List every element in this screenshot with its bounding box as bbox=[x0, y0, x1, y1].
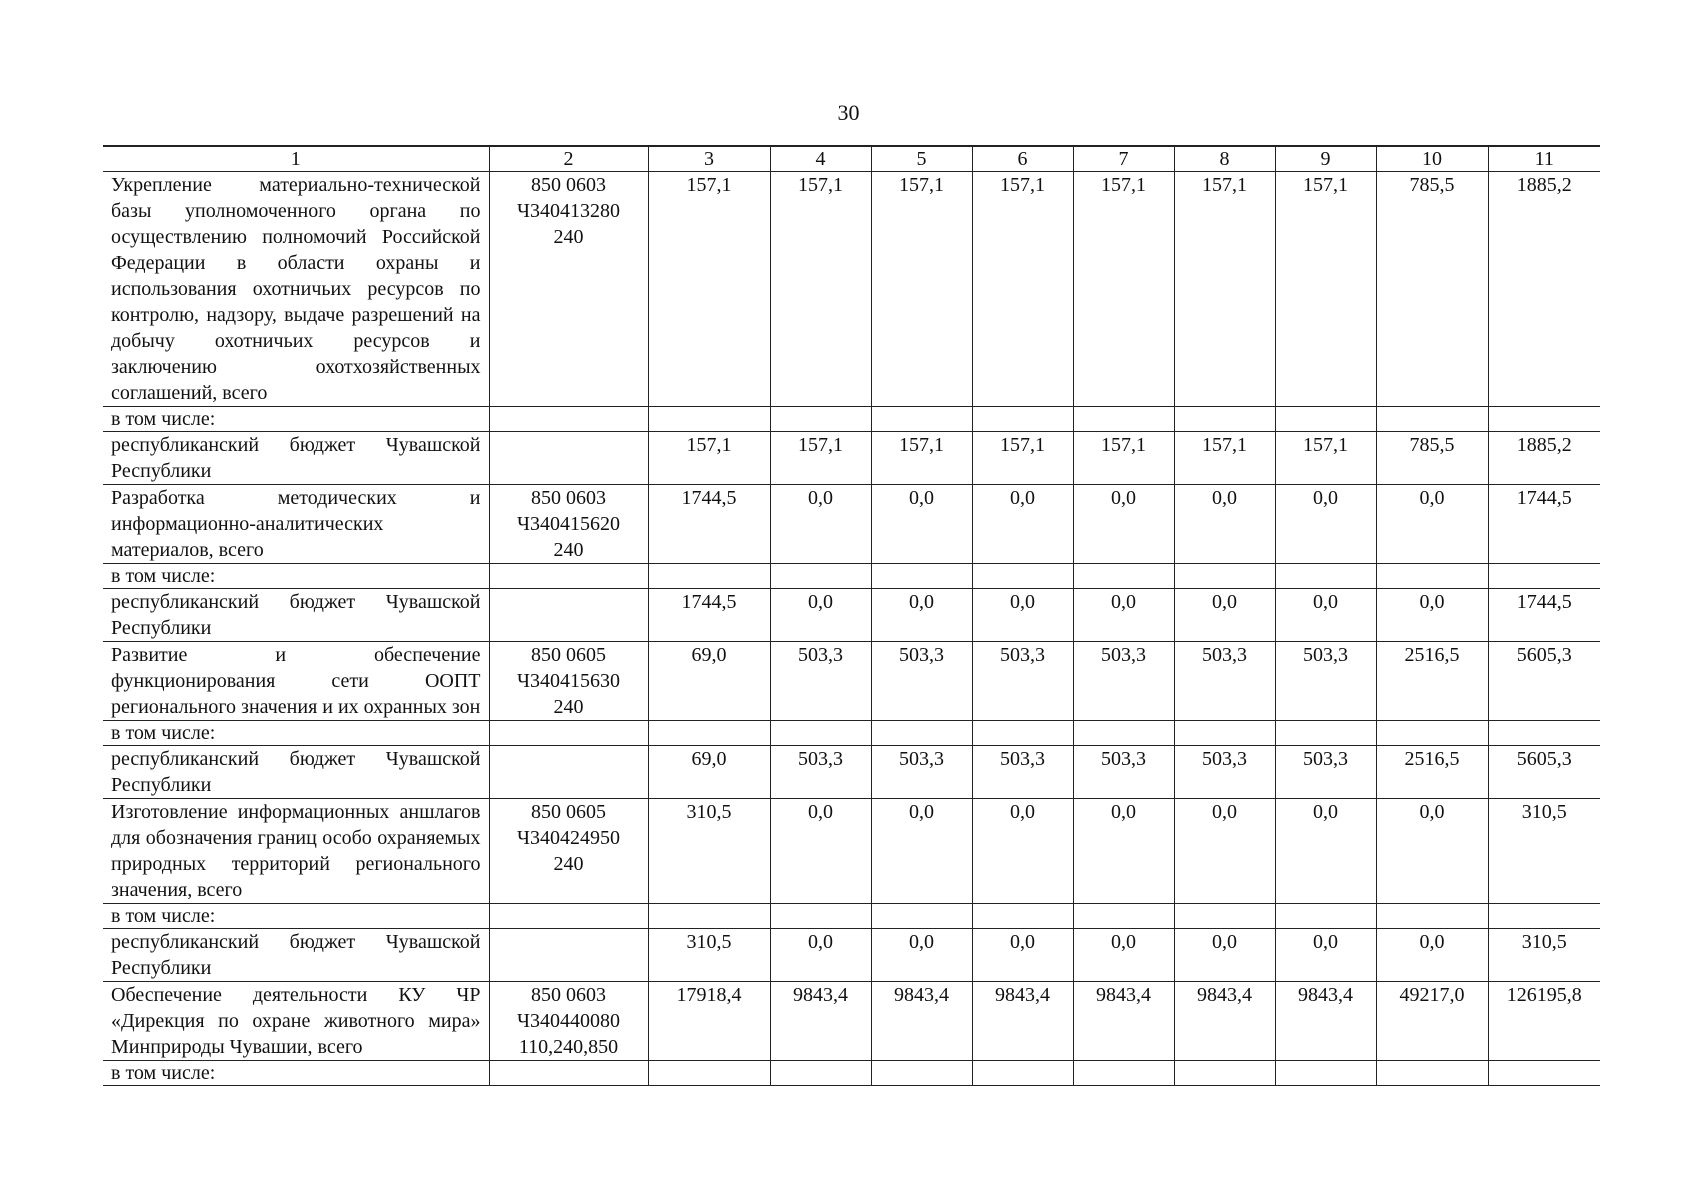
year-value bbox=[1174, 904, 1275, 929]
total-value: 1744,5 bbox=[1488, 485, 1600, 564]
table-row bbox=[103, 799, 1600, 904]
year-value: 157,1 bbox=[1174, 432, 1275, 485]
year-value: 503,3 bbox=[1275, 746, 1376, 799]
year-value: 0,0 bbox=[1073, 799, 1174, 904]
year-value bbox=[1376, 721, 1488, 746]
budget-code bbox=[489, 407, 648, 432]
year-value: 503,3 bbox=[1073, 746, 1174, 799]
year-value: 0,0 bbox=[770, 485, 871, 564]
year-value: 0,0 bbox=[1073, 929, 1174, 982]
year-value bbox=[972, 407, 1073, 432]
total-value: 126195,8 bbox=[1488, 982, 1600, 1061]
column-header: 8 bbox=[1174, 146, 1275, 172]
year-value: 9843,4 bbox=[1275, 982, 1376, 1061]
year-value bbox=[871, 1061, 972, 1086]
year-value bbox=[1174, 721, 1275, 746]
year-value: 157,1 bbox=[1174, 172, 1275, 407]
year-value bbox=[1376, 904, 1488, 929]
year-value bbox=[1376, 1061, 1488, 1086]
subheading-row bbox=[103, 904, 1600, 929]
year-value bbox=[1073, 1061, 1174, 1086]
row-name: Разработка методических и информационно-аналитических материалов, всего bbox=[103, 485, 489, 564]
year-value: 1744,5 bbox=[648, 485, 770, 564]
year-value: 0,0 bbox=[871, 589, 972, 642]
year-value: 0,0 bbox=[1275, 799, 1376, 904]
year-value bbox=[871, 721, 972, 746]
total-value: 310,5 bbox=[1488, 929, 1600, 982]
year-value: 1744,5 bbox=[648, 589, 770, 642]
year-value bbox=[1073, 407, 1174, 432]
year-value: 0,0 bbox=[770, 589, 871, 642]
year-value: 2516,5 bbox=[1376, 746, 1488, 799]
year-value: 69,0 bbox=[648, 746, 770, 799]
year-value: 9843,4 bbox=[770, 982, 871, 1061]
year-value: 0,0 bbox=[1275, 589, 1376, 642]
year-value bbox=[1174, 564, 1275, 589]
year-value bbox=[1073, 904, 1174, 929]
total-value: 1885,2 bbox=[1488, 172, 1600, 407]
year-value: 17918,4 bbox=[648, 982, 770, 1061]
row-name: в том числе: bbox=[103, 904, 489, 929]
year-value bbox=[648, 564, 770, 589]
year-value: 785,5 bbox=[1376, 172, 1488, 407]
year-value: 157,1 bbox=[1073, 172, 1174, 407]
year-value bbox=[770, 904, 871, 929]
year-value: 2516,5 bbox=[1376, 642, 1488, 721]
budget-code: 850 0605 Ч340424950 240 bbox=[489, 799, 648, 904]
year-value: 0,0 bbox=[871, 485, 972, 564]
year-value: 785,5 bbox=[1376, 432, 1488, 485]
budget-code: 850 0605 Ч340415630 240 bbox=[489, 642, 648, 721]
year-value: 503,3 bbox=[972, 642, 1073, 721]
subheading-row bbox=[103, 721, 1600, 746]
year-value: 157,1 bbox=[871, 432, 972, 485]
budget-code bbox=[489, 929, 648, 982]
table-row bbox=[103, 589, 1600, 642]
row-name: республиканский бюджет Чувашской Республики bbox=[103, 746, 489, 799]
year-value: 503,3 bbox=[770, 642, 871, 721]
year-value: 0,0 bbox=[1073, 485, 1174, 564]
year-value bbox=[1073, 564, 1174, 589]
year-value: 157,1 bbox=[1275, 172, 1376, 407]
year-value bbox=[1073, 721, 1174, 746]
row-name: Развитие и обеспечение функционирования сети ООПТ регионального значения и их охранных зон bbox=[103, 642, 489, 721]
total-value bbox=[1488, 904, 1600, 929]
year-value bbox=[1275, 721, 1376, 746]
row-name: в том числе: bbox=[103, 564, 489, 589]
year-value: 0,0 bbox=[1174, 589, 1275, 642]
budget-code: 850 0603 Ч340440080 110,240,850 bbox=[489, 982, 648, 1061]
year-value bbox=[770, 1061, 871, 1086]
year-value: 157,1 bbox=[972, 432, 1073, 485]
year-value: 503,3 bbox=[1275, 642, 1376, 721]
total-value bbox=[1488, 721, 1600, 746]
budget-code bbox=[489, 721, 648, 746]
year-value: 503,3 bbox=[1174, 642, 1275, 721]
year-value bbox=[648, 1061, 770, 1086]
subheading-row bbox=[103, 407, 1600, 432]
total-value bbox=[1488, 1061, 1600, 1086]
table-row bbox=[103, 746, 1600, 799]
year-value bbox=[1174, 1061, 1275, 1086]
year-value bbox=[972, 564, 1073, 589]
total-value: 1744,5 bbox=[1488, 589, 1600, 642]
column-header: 9 bbox=[1275, 146, 1376, 172]
row-name: республиканский бюджет Чувашской Республики bbox=[103, 432, 489, 485]
subheading-row bbox=[103, 1061, 1600, 1086]
page-number: 30 bbox=[837, 100, 860, 125]
year-value: 503,3 bbox=[770, 746, 871, 799]
year-value bbox=[1275, 1061, 1376, 1086]
year-value: 0,0 bbox=[1376, 799, 1488, 904]
year-value bbox=[972, 721, 1073, 746]
year-value: 9843,4 bbox=[1174, 982, 1275, 1061]
year-value bbox=[1174, 407, 1275, 432]
year-value: 0,0 bbox=[1174, 799, 1275, 904]
year-value bbox=[972, 1061, 1073, 1086]
budget-code bbox=[489, 564, 648, 589]
year-value: 503,3 bbox=[972, 746, 1073, 799]
row-name: в том числе: bbox=[103, 721, 489, 746]
table-row bbox=[103, 642, 1600, 721]
subheading-row bbox=[103, 564, 1600, 589]
year-value bbox=[1376, 564, 1488, 589]
table-body bbox=[103, 146, 1600, 1086]
year-value: 157,1 bbox=[1073, 432, 1174, 485]
year-value bbox=[1275, 904, 1376, 929]
table-row bbox=[103, 172, 1600, 407]
year-value bbox=[871, 407, 972, 432]
row-name: Изготовление информационных аншлагов для обозначения границ особо охраняемых природных территорий регионального значения, всего bbox=[103, 799, 489, 904]
year-value: 0,0 bbox=[1275, 929, 1376, 982]
budget-code: 850 0603 Ч340415620 240 bbox=[489, 485, 648, 564]
column-header: 4 bbox=[770, 146, 871, 172]
row-name: в том числе: bbox=[103, 1061, 489, 1086]
year-value: 0,0 bbox=[1376, 929, 1488, 982]
year-value: 157,1 bbox=[1275, 432, 1376, 485]
year-value: 0,0 bbox=[1174, 929, 1275, 982]
year-value bbox=[648, 407, 770, 432]
year-value: 9843,4 bbox=[871, 982, 972, 1061]
year-value: 310,5 bbox=[648, 929, 770, 982]
year-value: 0,0 bbox=[871, 799, 972, 904]
year-value: 157,1 bbox=[770, 432, 871, 485]
budget-code bbox=[489, 1061, 648, 1086]
year-value: 0,0 bbox=[770, 929, 871, 982]
table-row bbox=[103, 485, 1600, 564]
column-header: 11 bbox=[1488, 146, 1600, 172]
year-value bbox=[1275, 407, 1376, 432]
column-header: 1 bbox=[103, 146, 489, 172]
column-header: 6 bbox=[972, 146, 1073, 172]
year-value: 310,5 bbox=[648, 799, 770, 904]
year-value bbox=[871, 904, 972, 929]
row-name: республиканский бюджет Чувашской Республики bbox=[103, 929, 489, 982]
year-value: 0,0 bbox=[972, 929, 1073, 982]
header-row bbox=[103, 146, 1600, 172]
year-value: 157,1 bbox=[972, 172, 1073, 407]
year-value: 0,0 bbox=[1073, 589, 1174, 642]
year-value: 0,0 bbox=[871, 929, 972, 982]
row-name: Обеспечение деятельности КУ ЧР «Дирекция по охране животного мира» Минприроды Чувашии, всего bbox=[103, 982, 489, 1061]
table-row bbox=[103, 982, 1600, 1061]
column-header: 3 bbox=[648, 146, 770, 172]
total-value bbox=[1488, 564, 1600, 589]
year-value bbox=[1376, 407, 1488, 432]
row-name: республиканский бюджет Чувашской Республики bbox=[103, 589, 489, 642]
year-value: 9843,4 bbox=[972, 982, 1073, 1061]
year-value: 49217,0 bbox=[1376, 982, 1488, 1061]
year-value bbox=[972, 904, 1073, 929]
year-value: 157,1 bbox=[648, 172, 770, 407]
column-header: 10 bbox=[1376, 146, 1488, 172]
column-header: 7 bbox=[1073, 146, 1174, 172]
year-value: 0,0 bbox=[1174, 485, 1275, 564]
year-value: 157,1 bbox=[871, 172, 972, 407]
year-value: 157,1 bbox=[648, 432, 770, 485]
year-value: 0,0 bbox=[972, 485, 1073, 564]
year-value bbox=[871, 564, 972, 589]
table-row bbox=[103, 432, 1600, 485]
year-value bbox=[770, 407, 871, 432]
total-value: 5605,3 bbox=[1488, 642, 1600, 721]
year-value: 503,3 bbox=[871, 642, 972, 721]
total-value: 5605,3 bbox=[1488, 746, 1600, 799]
year-value bbox=[648, 904, 770, 929]
year-value: 0,0 bbox=[1376, 589, 1488, 642]
year-value: 0,0 bbox=[1275, 485, 1376, 564]
year-value bbox=[770, 564, 871, 589]
year-value: 503,3 bbox=[1073, 642, 1174, 721]
total-value: 310,5 bbox=[1488, 799, 1600, 904]
row-name: в том числе: bbox=[103, 407, 489, 432]
year-value: 503,3 bbox=[1174, 746, 1275, 799]
year-value: 69,0 bbox=[648, 642, 770, 721]
budget-code bbox=[489, 589, 648, 642]
table-row bbox=[103, 929, 1600, 982]
column-header: 2 bbox=[489, 146, 648, 172]
year-value: 9843,4 bbox=[1073, 982, 1174, 1061]
total-value bbox=[1488, 407, 1600, 432]
year-value bbox=[648, 721, 770, 746]
year-value bbox=[770, 721, 871, 746]
year-value: 0,0 bbox=[1376, 485, 1488, 564]
budget-code bbox=[489, 746, 648, 799]
year-value: 157,1 bbox=[770, 172, 871, 407]
budget-code: 850 0603 Ч340413280 240 bbox=[489, 172, 648, 407]
year-value: 0,0 bbox=[972, 799, 1073, 904]
budget-table bbox=[103, 145, 1600, 1086]
year-value: 0,0 bbox=[770, 799, 871, 904]
row-name: Укрепление материально-технической базы уполномоченного органа по осуществлению полномочий Российской Федерации в области охраны и использования охотничьих ресурсов по контролю, надзору, выдаче разрешений на добычу охотничьих ресурсов и заключению охотхозяйственных соглашений, всего bbox=[103, 172, 489, 407]
budget-code bbox=[489, 904, 648, 929]
year-value: 503,3 bbox=[871, 746, 972, 799]
year-value: 0,0 bbox=[972, 589, 1073, 642]
year-value bbox=[1275, 564, 1376, 589]
budget-code bbox=[489, 432, 648, 485]
total-value: 1885,2 bbox=[1488, 432, 1600, 485]
column-header: 5 bbox=[871, 146, 972, 172]
